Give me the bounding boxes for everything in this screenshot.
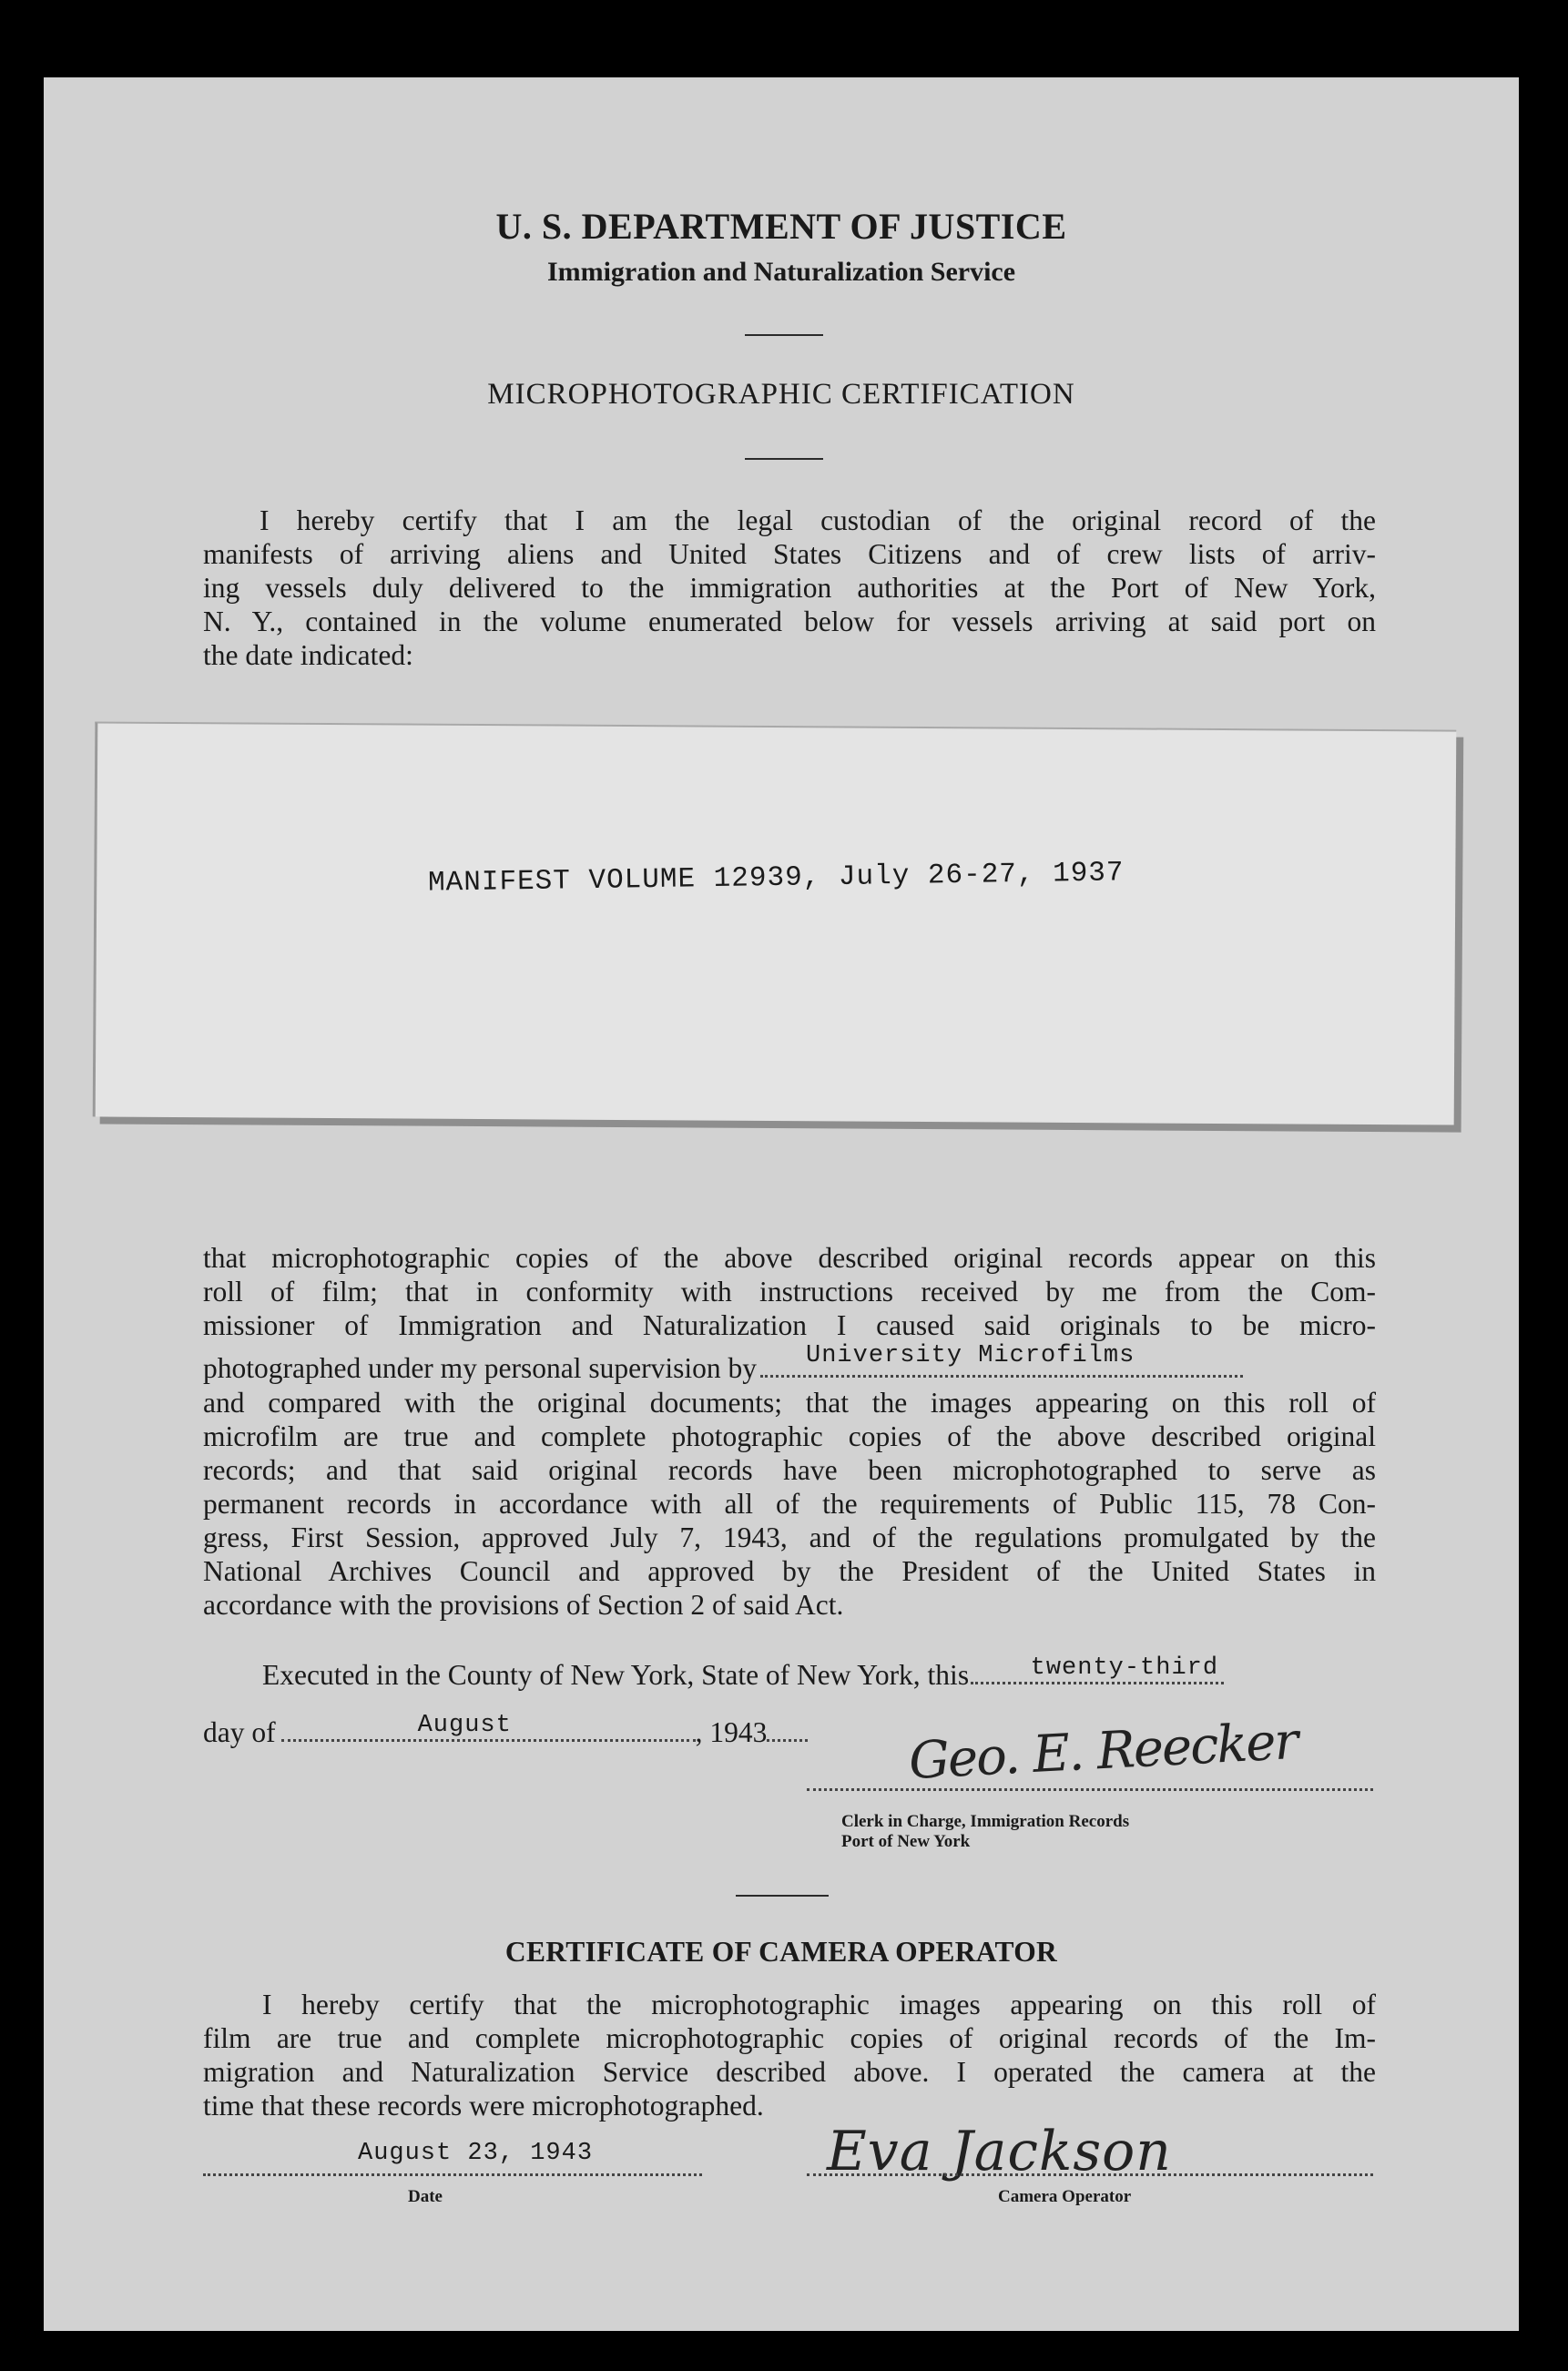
operator-signature: Eva Jackson (827, 2120, 1172, 2183)
month-field (281, 1712, 696, 1742)
executed-label: Executed in the County of New York, State of New York, this (262, 1659, 970, 1691)
date-line (203, 2172, 702, 2176)
operator-label: Camera Operator (998, 2187, 1132, 2206)
year-dots (767, 1715, 808, 1742)
paragraph-line: manifests of arriving aliens and United States Citizens and of crew lists of arriv- (203, 538, 1376, 570)
paragraph-line: I hereby certify that the microphotographic images appearing on this roll of (262, 1989, 1376, 2020)
paragraph-line: migration and Naturalization Service described above. I operated the camera at the (203, 2056, 1376, 2088)
clerk-location-line: Port of New York (841, 1832, 971, 1851)
manifest-slip (93, 721, 1457, 1124)
microfilm-company-field (760, 1342, 1243, 1378)
service-subheading: Immigration and Naturalization Service (546, 257, 1016, 287)
executed-line (262, 1654, 1224, 1692)
certificate-page (44, 77, 1519, 2331)
clerk-title-line: Clerk in Charge, Immigration Records (841, 1812, 1130, 1831)
year-prefix: , 194 (695, 1716, 753, 1748)
clerk-signature-line (807, 1786, 1373, 1791)
camera-certificate-paragraph (203, 1988, 1376, 2122)
paragraph-line: N. Y., contained in the volume enumerated below for vessels arriving at said port on (203, 605, 1376, 637)
day-of-label: day of (203, 1716, 276, 1748)
paragraph-line: roll of film; that in conformity with instructions received by me from the Com- (203, 1276, 1376, 1308)
microfilm-company-value: University Microfilms (806, 1342, 1135, 1369)
department-heading: U. S. DEPARTMENT OF JUSTICE (495, 206, 1067, 247)
day-of-line (203, 1712, 808, 1749)
month-value: August (417, 1712, 512, 1739)
clerk-title (841, 1812, 1129, 1852)
paragraph-line: records; and that said original records have been microphotographed to serve as (203, 1454, 1376, 1486)
paragraph-line: I hereby certify that I am the legal custodian of the original record of the (260, 504, 1376, 536)
paragraph-line: permanent records in accordance with all of the requirements of Public 115, 78 Con- (203, 1488, 1376, 1520)
body-paragraph (203, 1241, 1376, 1622)
paragraph-line: the date indicated: (203, 639, 413, 671)
clerk-signature: Geo. E. Reecker (907, 1711, 1298, 1792)
divider-rule (736, 1895, 829, 1897)
supervision-label: photographed under my personal supervision by (203, 1352, 758, 1384)
intro-paragraph (203, 504, 1376, 672)
paragraph-line: film are true and complete microphotographic copies of original records of the Im- (203, 2022, 1376, 2054)
operator-signature-line (807, 2172, 1373, 2176)
paragraph-line: gress, First Session, approved July 7, 1943, and of the regulations promulgated by the (203, 1521, 1376, 1553)
paragraph-line: missioner of Immigration and Naturalization I caused said originals to be micro- (203, 1309, 1376, 1341)
camera-certificate-title: CERTIFICATE OF CAMERA OPERATOR (504, 1936, 1058, 1968)
certification-title: MICROPHOTOGRAPHIC CERTIFICATION (487, 378, 1075, 411)
paragraph-line: ing vessels duly delivered to the immigration authorities at the Port of New York, (203, 572, 1376, 604)
date-label: Date (408, 2187, 443, 2206)
paragraph-line: National Archives Council and approved by the President of the United States in (203, 1555, 1376, 1587)
supervision-line (203, 1342, 1376, 1386)
manifest-volume-text: MANIFEST VOLUME 12939, July 26-27, 1937 (427, 857, 1125, 900)
divider-rule (745, 458, 823, 460)
paragraph-line: and compared with the original documents; that the images appearing on this roll of (203, 1387, 1376, 1419)
paragraph-line: microfilm are true and complete photographic copies of the above described original (203, 1420, 1376, 1452)
paragraph-line: time that these records were microphotographed. (203, 2090, 764, 2122)
paragraph-line: that microphotographic copies of the above described original records appear on this (203, 1242, 1376, 1274)
divider-rule (745, 334, 823, 336)
year-digit: 3 (752, 1716, 768, 1748)
day-value: twenty-third (1030, 1654, 1219, 1682)
date-value: August 23, 1943 (358, 2140, 594, 2167)
paragraph-line: accordance with the provisions of Section 2 of said Act. (203, 1589, 844, 1621)
day-field (971, 1654, 1224, 1684)
